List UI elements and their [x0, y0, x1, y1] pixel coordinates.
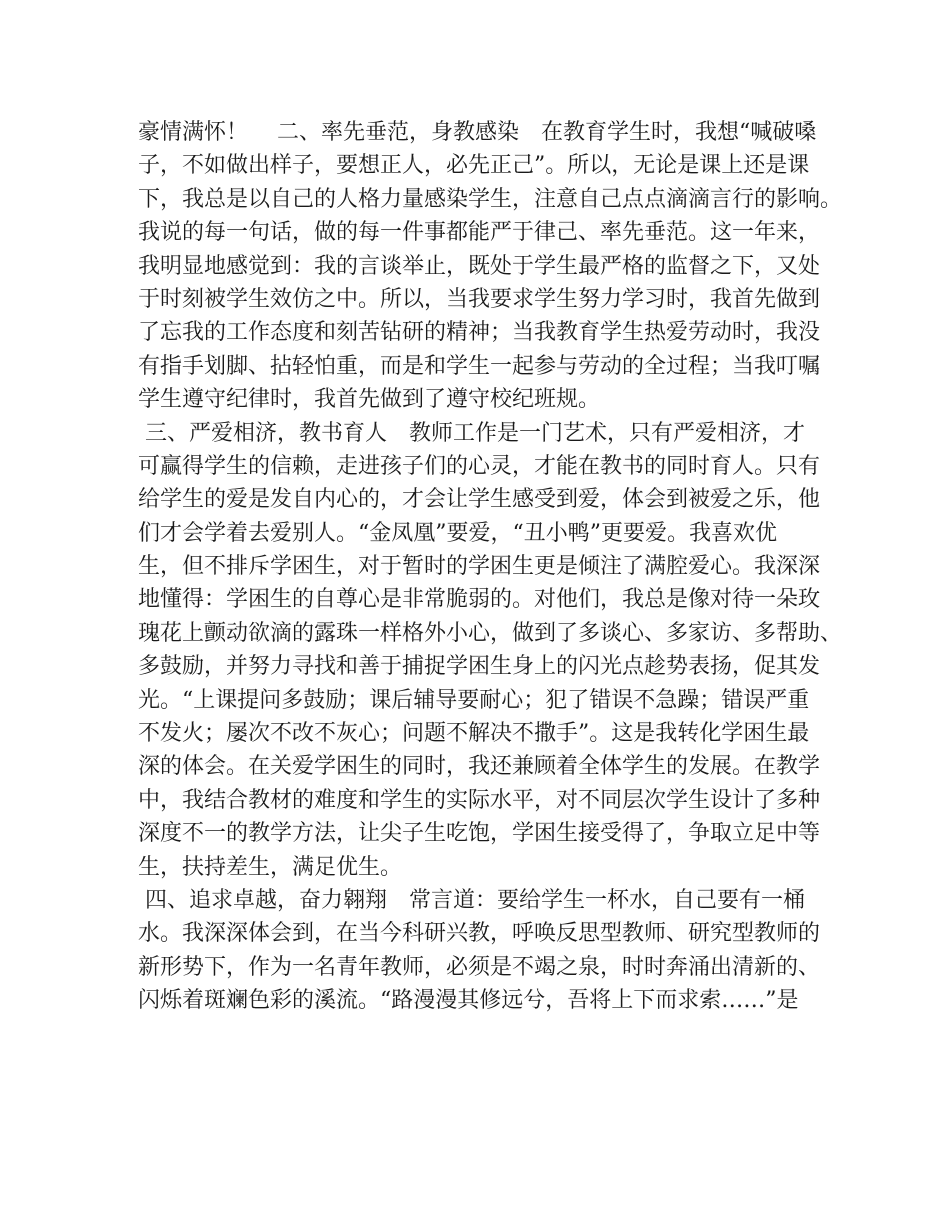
text-line: 我明显地感觉到：我的言谈举止，既处于学生最严格的监督之下，又处 [138, 253, 821, 279]
text-line: 光。“上课提问多鼓励；课后辅导要耐心；犯了错误不急躁；错误严重 [138, 687, 810, 713]
text-line: 们才会学着去爱别人。“金凤凰”要爱，“丑小鸭”更要爱。我喜欢优 [138, 520, 777, 546]
text-line: 有指手划脚、拈轻怕重，而是和学生一起参与劳动的全过程；当我叮嘱 [138, 353, 821, 379]
text-line: 新形势下，作为一名青年教师，必须是不竭之泉，时时奔涌出清新的、 [138, 954, 821, 980]
text-line: 多鼓励，并努力寻找和善于捕捉学困生身上的闪光点趁势表扬，促其发 [138, 654, 821, 680]
text-line: 学生遵守纪律时，我首先做到了遵守校纪班规。 [138, 387, 601, 413]
text-line: 豪情满怀！ 二、率先垂范，身教感染 在教育学生时，我想“喊破嗓 [138, 120, 817, 145]
text-line: 生，扶持差生，满足优生。 [138, 854, 403, 880]
text-line: 深的体会。在关爱学困生的同时，我还兼顾着全体学生的发展。在教学 [138, 754, 821, 780]
text-line: 生，但不排斥学困生，对于暂时的学困生更是倾注了满腔爱心。我深深 [138, 554, 821, 580]
text-line: 瑰花上颤动欲滴的露珠一样格外小心，做到了多谈心、多家访、多帮助、 [138, 620, 843, 646]
text-line: 子，不如做出样子，要想正人，必先正己”。所以，无论是课上还是课 [138, 153, 810, 179]
body-text [138, 116, 843, 1018]
text-line: 了忘我的工作态度和刻苦钻研的精神；当我教育学生热爱劳动时，我没 [138, 320, 821, 346]
text-line: 于时刻被学生效仿之中。所以，当我要求学生努力学习时，我首先做到 [138, 286, 821, 312]
text-line: 我说的每一句话，做的每一件事都能严于律己、率先垂范。这一年来， [138, 220, 821, 246]
text-line: 可赢得学生的信赖，走进孩子们的心灵，才能在教书的同时育人。只有 [138, 453, 821, 479]
text-line: 中，我结合教材的难度和学生的实际水平，对不同层次学生设计了多种 [138, 787, 821, 813]
text-line: 下，我总是以自己的人格力量感染学生，注意自己点点滴滴言行的影响。 [138, 186, 843, 212]
text-line: 四、追求卓越，奋力翱翔 常言道：要给学生一杯水，自己要有一桶 [138, 887, 805, 913]
text-line: 三、严爱相济，教书育人 教师工作是一门艺术，只有严爱相济，才 [138, 420, 805, 446]
text-line: 地懂得：学困生的自尊心是非常脆弱的。对他们，我总是像对待一朵玫 [138, 587, 821, 613]
text-line: 闪烁着斑斓色彩的溪流。“路漫漫其修远兮，吾将上下而求索……”是 [138, 988, 799, 1014]
text-line: 深度不一的教学方法，让尖子生吃饱，学困生接受得了，争取立足中等 [138, 821, 821, 847]
text-line: 水。我深深体会到，在当今科研兴教，呼唤反思型教师、研究型教师的 [138, 921, 821, 947]
text-line: 不发火；屡次不改不灰心；问题不解决不撒手”。这是我转化学困生最 [138, 721, 810, 747]
text-line: 给学生的爱是发自内心的，才会让学生感受到爱，体会到被爱之乐，他 [138, 487, 821, 513]
